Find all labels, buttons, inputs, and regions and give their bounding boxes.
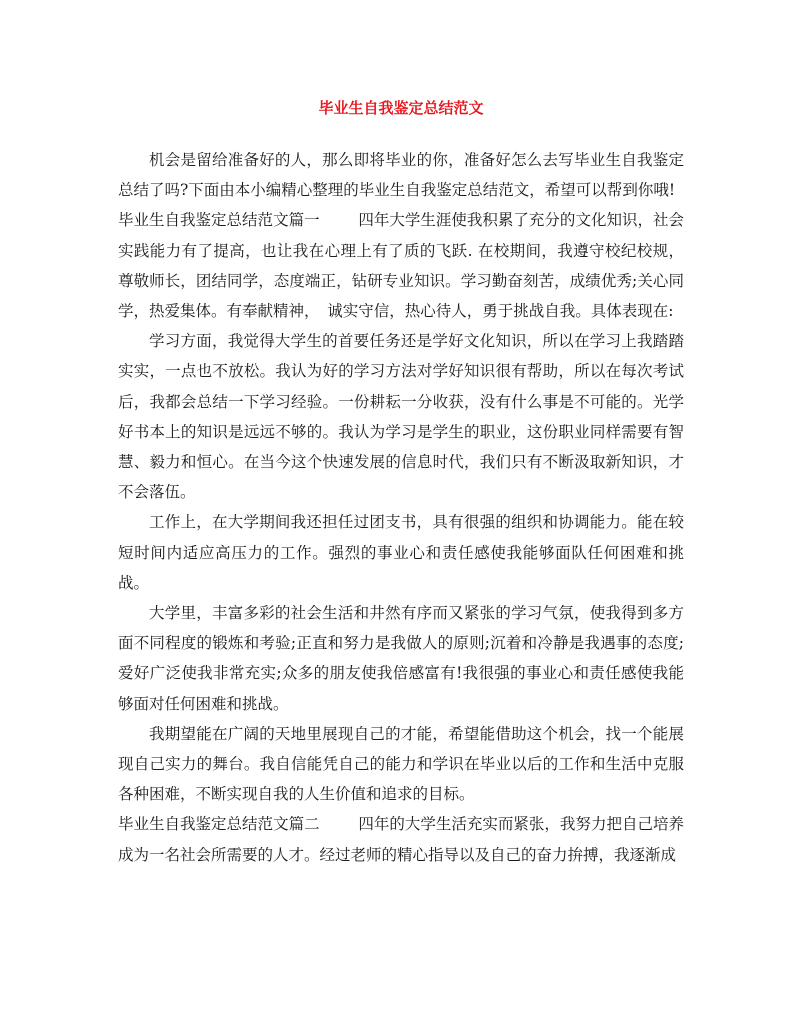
life-paragraph: 大学里，丰富多彩的社会生活和井然有序而又紧张的学习气氛，使我得到多方面不同程度的锻炼和考验;正直和努力是我做人的原则;沉着和冷静是我遇事的态度;爱好广泛使我非常充实;众多的朋友使我倍感富有!我很强的事业心和责任感使我能够面对任何困难和挑战。 [118, 604, 684, 713]
hope-paragraph: 我期望能在广阔的天地里展现自己的才能，希望能借助这个机会，找一个能展现自己实力的舞台。我自信能凭自己的能力和学识在毕业以后的工作和生活中克服各种困难，不断实现自我的人生价值和追求的目标。 [118, 724, 684, 804]
study-paragraph: 学习方面，我觉得大学生的首要任务还是学好文化知识，所以在学习上我踏踏实实，一点也不放松。我认为好的学习方法对学好知识很有帮助，所以在每次考试后，我都会总结一下学习经验。一份耕耘一分收获，没有什么事是不可能的。光学好书本上的知识是远远不够的。我认为学习是学生的职业，这份职业同样需要有智慧、毅力和恒心。在当今这个快速发展的信息时代，我们只有不断汲取新知识，才不会落伍。 [118, 332, 684, 502]
section1-heading: 毕业生自我鉴定总结范文篇一 [118, 211, 320, 230]
section2-lead-text: 四年的大学生活充实而紧张，我努力把自己培养成为一名社会所需要的人才。经过老师的精心指导以及自己的奋力拚搏，我逐渐成 [118, 815, 684, 864]
document-page [118, 96, 684, 870]
section2-paragraph [118, 809, 684, 869]
section1-lead-text: 四年大学生涯使我积累了充分的文化知识，社会实践能力有了提高，也让我在心理上有了质的飞跃. 在校期间，我遵守校纪校规，尊敬师长，团结同学，态度端正，钻研专业知识。学习勤奋刻苦，成绩优秀;关心同学，热爱集体。有奉献精神， 诚实守信，热心待人，勇于挑战自我。具体表现在: [118, 211, 684, 321]
document-title: 毕业生自我鉴定总结范文 [318, 99, 484, 117]
section2-heading: 毕业生自我鉴定总结范文篇二 [118, 815, 320, 834]
intro-paragraph: 机会是留给准备好的人，那么即将毕业的你，准备好怎么去写毕业生自我鉴定总结了吗?下面由本小编精心整理的毕业生自我鉴定总结范文，希望可以帮到你哦! [118, 151, 684, 200]
section1-paragraph [118, 205, 684, 326]
work-paragraph: 工作上，在大学期间我还担任过团支书，具有很强的组织和协调能力。能在较短时间内适应高压力的工作。强烈的事业心和责任感使我能够面队任何困难和挑战。 [118, 513, 684, 592]
